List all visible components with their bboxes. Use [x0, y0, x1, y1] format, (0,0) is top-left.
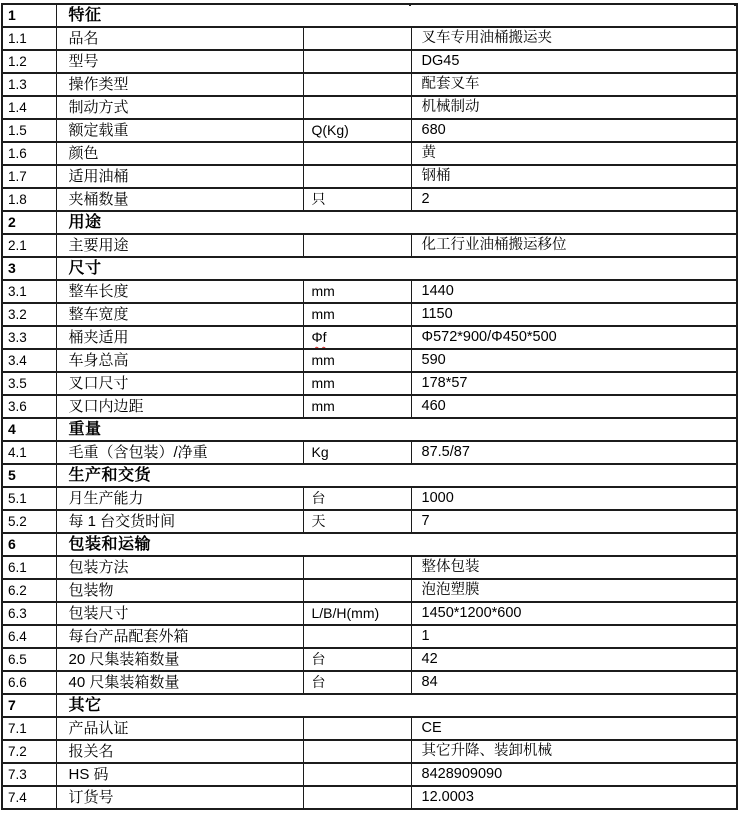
row-value: 8428909090 [411, 763, 737, 786]
row-number: 1.8 [2, 188, 56, 211]
row-number: 3.3 [2, 326, 56, 349]
row-unit [303, 96, 411, 119]
product-spec-table [1, 3, 738, 810]
spec-row [2, 740, 737, 763]
row-label: 适用油桶 [56, 165, 303, 188]
spec-row [2, 763, 737, 786]
row-unit [303, 740, 411, 763]
row-number: 7.3 [2, 763, 56, 786]
spec-row [2, 27, 737, 50]
row-number: 1.3 [2, 73, 56, 96]
row-label: 额定载重 [56, 119, 303, 142]
spec-row [2, 303, 737, 326]
row-label: 型号 [56, 50, 303, 73]
row-value: 1450*1200*600 [411, 602, 737, 625]
section-number: 2 [2, 211, 56, 234]
row-number: 5.2 [2, 510, 56, 533]
spec-row [2, 510, 737, 533]
row-number: 6.1 [2, 556, 56, 579]
row-label: HS 码 [56, 763, 303, 786]
spec-row [2, 487, 737, 510]
row-value: 整体包装 [411, 556, 737, 579]
spellchecked-unit-text: Φf [311, 329, 327, 345]
row-value: 机械制动 [411, 96, 737, 119]
row-number: 6.6 [2, 671, 56, 694]
spec-row [2, 556, 737, 579]
row-unit [303, 142, 411, 165]
spec-row [2, 372, 737, 395]
spec-row [2, 441, 737, 464]
row-number: 1.7 [2, 165, 56, 188]
spec-row [2, 142, 737, 165]
row-label: 毛重（含包装）/净重 [56, 441, 303, 464]
row-number: 6.4 [2, 625, 56, 648]
row-label: 每台产品配套外箱 [56, 625, 303, 648]
row-number: 1.4 [2, 96, 56, 119]
row-unit: mm [303, 280, 411, 303]
row-label: 品名 [56, 27, 303, 50]
row-unit [303, 326, 411, 349]
row-unit [303, 579, 411, 602]
spec-row [2, 96, 737, 119]
spec-row [2, 625, 737, 648]
row-number: 3.4 [2, 349, 56, 372]
section-title: 重量 [56, 418, 737, 441]
section-header-row [2, 4, 737, 27]
row-value: 590 [411, 349, 737, 372]
row-unit: Kg [303, 441, 411, 464]
row-label: 整车长度 [56, 280, 303, 303]
row-unit: Q(Kg) [303, 119, 411, 142]
row-unit: 台 [303, 648, 411, 671]
row-number: 1.1 [2, 27, 56, 50]
row-value: 7 [411, 510, 737, 533]
row-value: DG45 [411, 50, 737, 73]
row-label: 叉口内边距 [56, 395, 303, 418]
row-label: 报关名 [56, 740, 303, 763]
row-number: 6.3 [2, 602, 56, 625]
spec-row [2, 73, 737, 96]
section-header-row [2, 211, 737, 234]
section-number: 1 [2, 4, 56, 27]
spec-row [2, 648, 737, 671]
section-title: 生产和交货 [56, 464, 737, 487]
row-number: 1.5 [2, 119, 56, 142]
row-label: 操作类型 [56, 73, 303, 96]
row-value: 87.5/87 [411, 441, 737, 464]
section-title: 特征 [56, 4, 737, 27]
spec-row [2, 50, 737, 73]
section-number: 4 [2, 418, 56, 441]
row-value: 460 [411, 395, 737, 418]
row-value: 84 [411, 671, 737, 694]
section-number: 3 [2, 257, 56, 280]
row-unit: 只 [303, 188, 411, 211]
row-number: 6.5 [2, 648, 56, 671]
row-number: 1.6 [2, 142, 56, 165]
row-unit [303, 625, 411, 648]
row-value: 1 [411, 625, 737, 648]
row-label: 叉口尺寸 [56, 372, 303, 395]
row-label: 包装物 [56, 579, 303, 602]
row-label: 40 尺集装箱数量 [56, 671, 303, 694]
row-unit: mm [303, 303, 411, 326]
row-label: 每 1 台交货时间 [56, 510, 303, 533]
row-unit [303, 165, 411, 188]
row-unit [303, 556, 411, 579]
section-header-row [2, 418, 737, 441]
row-value: Φ572*900/Φ450*500 [411, 326, 737, 349]
row-value: 其它升降、装卸机械 [411, 740, 737, 763]
row-number: 3.6 [2, 395, 56, 418]
spec-row [2, 579, 737, 602]
row-value: 泡泡塑膜 [411, 579, 737, 602]
spec-row [2, 786, 737, 809]
row-label: 桶夹适用 [56, 326, 303, 349]
row-label: 车身总高 [56, 349, 303, 372]
spec-table-body [2, 4, 737, 809]
row-number: 6.2 [2, 579, 56, 602]
row-value: 配套叉车 [411, 73, 737, 96]
row-value: 680 [411, 119, 737, 142]
row-unit: mm [303, 395, 411, 418]
row-value: 化工行业油桶搬运移位 [411, 234, 737, 257]
row-unit [303, 763, 411, 786]
cutoff-row-border-middle [409, 3, 411, 6]
spec-row [2, 280, 737, 303]
row-number: 7.2 [2, 740, 56, 763]
section-header-row [2, 694, 737, 717]
row-unit: 台 [303, 671, 411, 694]
row-number: 2.1 [2, 234, 56, 257]
row-value: 178*57 [411, 372, 737, 395]
section-number: 5 [2, 464, 56, 487]
spec-row [2, 119, 737, 142]
row-unit [303, 27, 411, 50]
spec-row [2, 671, 737, 694]
section-number: 7 [2, 694, 56, 717]
row-unit [303, 73, 411, 96]
row-label: 包装尺寸 [56, 602, 303, 625]
cutoff-row-border-right [734, 3, 736, 6]
row-number: 7.4 [2, 786, 56, 809]
spec-row [2, 326, 737, 349]
product-spec-sheet [0, 3, 740, 818]
row-number: 4.1 [2, 441, 56, 464]
row-unit: mm [303, 349, 411, 372]
spec-row [2, 234, 737, 257]
row-number: 3.2 [2, 303, 56, 326]
row-unit [303, 234, 411, 257]
spec-row [2, 602, 737, 625]
row-label: 制动方式 [56, 96, 303, 119]
row-label: 主要用途 [56, 234, 303, 257]
section-title: 包装和运输 [56, 533, 737, 556]
row-unit: L/B/H(mm) [303, 602, 411, 625]
section-title: 用途 [56, 211, 737, 234]
row-unit: 台 [303, 487, 411, 510]
row-value: 42 [411, 648, 737, 671]
spec-row [2, 349, 737, 372]
row-label: 订货号 [56, 786, 303, 809]
section-title: 尺寸 [56, 257, 737, 280]
row-number: 1.2 [2, 50, 56, 73]
spec-row [2, 717, 737, 740]
cutoff-row-border-left [1, 3, 3, 6]
row-value: 12.0003 [411, 786, 737, 809]
section-header-row [2, 257, 737, 280]
row-label: 颜色 [56, 142, 303, 165]
row-value: 黄 [411, 142, 737, 165]
section-header-row [2, 464, 737, 487]
spec-row [2, 188, 737, 211]
row-number: 7.1 [2, 717, 56, 740]
row-label: 整车宽度 [56, 303, 303, 326]
row-unit: 天 [303, 510, 411, 533]
row-unit [303, 717, 411, 740]
spec-row [2, 165, 737, 188]
section-header-row [2, 533, 737, 556]
row-label: 夹桶数量 [56, 188, 303, 211]
row-value: 1440 [411, 280, 737, 303]
row-label: 20 尺集装箱数量 [56, 648, 303, 671]
section-title: 其它 [56, 694, 737, 717]
row-value: 叉车专用油桶搬运夹 [411, 27, 737, 50]
row-number: 3.1 [2, 280, 56, 303]
row-label: 包装方法 [56, 556, 303, 579]
row-unit [303, 786, 411, 809]
row-unit: mm [303, 372, 411, 395]
row-value: 钢桶 [411, 165, 737, 188]
row-number: 3.5 [2, 372, 56, 395]
row-unit [303, 50, 411, 73]
row-value: 2 [411, 188, 737, 211]
row-value: 1150 [411, 303, 737, 326]
row-value: CE [411, 717, 737, 740]
row-label: 月生产能力 [56, 487, 303, 510]
spec-row [2, 395, 737, 418]
section-number: 6 [2, 533, 56, 556]
row-value: 1000 [411, 487, 737, 510]
row-number: 5.1 [2, 487, 56, 510]
row-label: 产品认证 [56, 717, 303, 740]
